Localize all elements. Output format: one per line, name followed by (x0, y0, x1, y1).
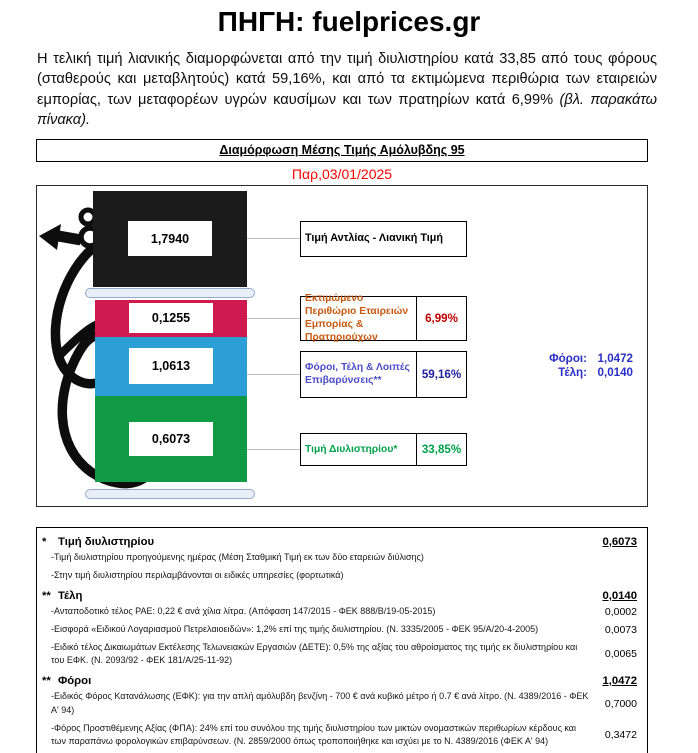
row-text: -Στην τιμή διυλιστηρίου περιλαμβάνονται οι ειδικές υπηρεσίες (φορτωτικά) (51, 570, 344, 581)
intro-paragraph (37, 49, 657, 131)
section-header (37, 585, 647, 603)
label-taxes: Φόροι, Τέλη & Λοιπές Επιβαρύνσεις** (305, 362, 410, 387)
row-value: 0,0065 (604, 648, 637, 661)
footnote-marker: * (42, 535, 47, 548)
teli-label: Τέλη: (558, 365, 587, 379)
pump-base-bar (85, 489, 255, 499)
row-text: -Εισφορά «Ειδικού Λογαριασμού Πετρελαιοειδών»: 1,2% επί της τιμής διυλιστηρίου. (Ν. 3335/2005 - ΦΕΚ 95/Α/20-4-2005) (51, 624, 539, 635)
taxes-value-box (129, 348, 213, 384)
section-fees (37, 585, 647, 670)
percent-margin: 6,99% (416, 297, 466, 340)
chart-header-box (36, 139, 648, 162)
row-text: -Ειδικό τέλος Δικαιωμάτων Εκτέλεσης Τελωνειακών Εργασιών (ΔΕΤΕ): 0,5% της αξίας του αθροίσματος της τιμής εκ διυλιστηρίου και του ΕΦΚ. (Ν. 2093/92 - ΦΕΚ 181/Α/25-11-92) (51, 642, 578, 666)
chart-header-title: Διαμόρφωση Μέσης Τιμής Αμόλυβδης 95 (219, 142, 465, 157)
row-text: -Ειδικός Φόρος Κατανάλωσης (ΕΦΚ): για την απλή αμόλυβδη βενζίνη - 700 € ανά κυβικό μέτρο ή 0.7 € ανά λίτρο. (Ν. 4389/2016 - ΦΕΚ Α' 94) (51, 691, 589, 715)
chart-date: Παρ,03/01/2025 (291, 165, 393, 182)
label-box-refinery (300, 433, 467, 466)
label-box-margin (300, 292, 467, 344)
pump-segment-refinery (95, 396, 247, 482)
section-header (37, 531, 647, 549)
footnote-marker: ** (42, 674, 51, 687)
section-refinery-price (37, 531, 647, 585)
table-row (37, 567, 647, 585)
footnote-marker: ** (42, 589, 51, 602)
label-refinery: Τιμή Διυλιστηρίου* (305, 443, 398, 455)
intro-text: Η τελική τιμή λιανικής διαμορφώνεται από την τιμή διυλιστηρίου κατά 33,85 από τους φόρους (σταθερούς και μεταβλητούς) κατά 59,16%, και από τα εκτιμώμενα περιθώρια των εταιρειών εμπορίας, των μεταφορέων υγρών καυσίμων και των πρατηρίων κατά 6,99% (37, 51, 657, 108)
table-row (37, 639, 647, 670)
label-margin: Εκτιμώμενο Περιθώριο Εταιρειών Εμπορίας & Πρατηριούχων (305, 292, 409, 344)
table-row (37, 621, 647, 639)
refinery-value-box (129, 422, 213, 456)
row-text: -Ανταποδοτικό τέλος ΡΑΕ: 0,22 € ανά χίλια λίτρα. (Απόφαση 147/2015 - ΦΕΚ 888/Β/19-05-2015) (51, 606, 436, 617)
table-row (37, 719, 647, 750)
section-value: 0,0140 (602, 589, 637, 602)
pump-segment-taxes (95, 337, 247, 396)
row-value: 0,7000 (604, 697, 637, 710)
section-taxes (37, 670, 647, 750)
section-header (37, 670, 647, 688)
price-breakdown-diagram (36, 185, 648, 507)
row-text: -Φόρος Προστιθέμενης Αξίας (ΦΠΑ): 24% επί του συνόλου της τιμής διυλιστηρίου των μικτών ονομαστικών περιθωρίων κέρδους και των παραπάνω φορολογικών επιβαρύνσεων. (Ν. 2859/2000 όπως τροποποιήθηκε και ισχύει με το Ν. 4389/2016 (ΦΕΚ Α' 94) (51, 722, 577, 746)
section-value: 1,0472 (602, 674, 637, 687)
foroi-value: 1,0472 (597, 351, 633, 365)
retail-price-value-box (128, 221, 212, 256)
pump-segment-retail-price (93, 191, 247, 287)
footnotes-table (36, 527, 648, 753)
teli-value: 0,0140 (597, 365, 633, 379)
section-title: Τιμή διυλιστηρίου (58, 535, 155, 548)
table-row (37, 688, 647, 719)
table-row (37, 549, 647, 567)
side-row-foroi (549, 352, 633, 366)
taxes-value: 1,0613 (151, 359, 191, 374)
margin-value: 0,1255 (151, 311, 191, 326)
margin-value-box (129, 303, 213, 333)
intro-italic-note: (βλ. παρακάτω πίνακα). (37, 91, 657, 129)
side-values (549, 352, 633, 380)
row-value: 0,0073 (604, 623, 637, 636)
foroi-label: Φόροι: (549, 351, 587, 365)
label-box-taxes (300, 351, 467, 398)
section-title: Τέλη (58, 589, 83, 602)
refinery-value: 0,6073 (151, 431, 191, 446)
table-row (37, 603, 647, 621)
row-text: -Τιμή διυλιστηρίου προηγούμενης ημέρας (Μέση Σταθμική Τιμή εκ των δύο εταρειών διύλισης) (51, 552, 424, 563)
label-retail-price: Τιμή Αντλίας - Λιανική Τιμή (305, 231, 443, 244)
pump-divider-bar-top (85, 288, 255, 298)
side-row-teli (549, 366, 633, 380)
page-title: ΠΗΓΗ: fuelprices.gr (217, 6, 481, 37)
retail-price-value: 1,7940 (150, 231, 190, 246)
section-value: 0,6073 (602, 535, 637, 548)
label-box-retail-price (300, 221, 467, 257)
row-value: 0,0002 (604, 605, 637, 618)
pump-segment-margin (95, 300, 247, 337)
percent-taxes: 59,16% (416, 352, 466, 397)
section-title: Φόροι (58, 674, 92, 687)
percent-refinery: 33,85% (416, 434, 466, 465)
row-value: 0,3472 (604, 728, 637, 741)
